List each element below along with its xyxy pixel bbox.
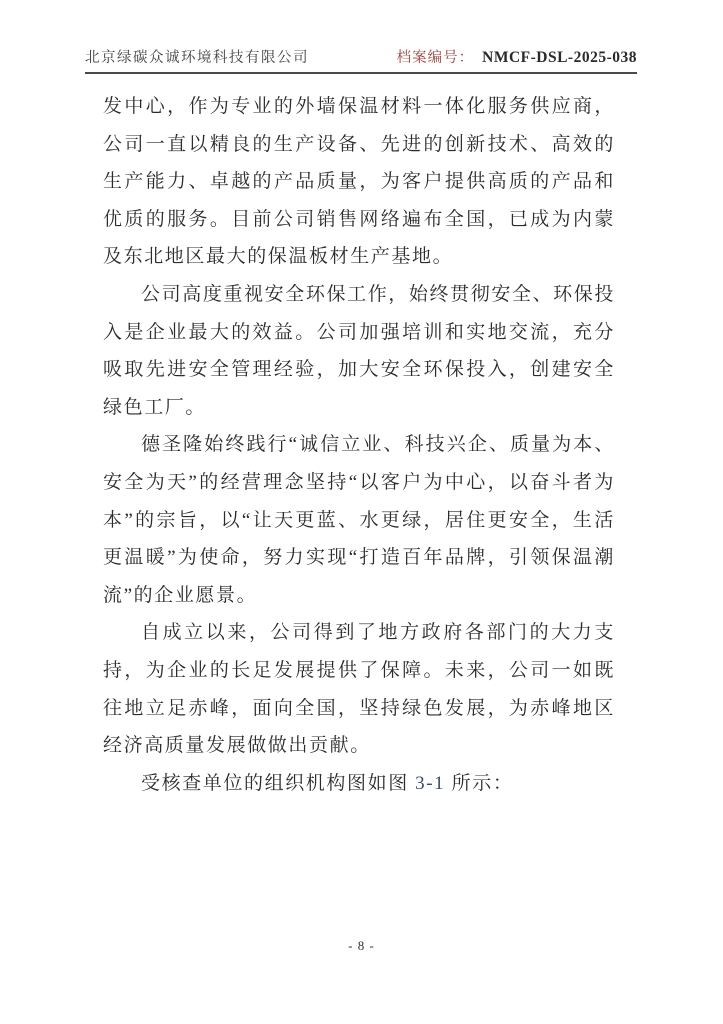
paragraph-company-intro: 发中心，作为专业的外墙保温材料一体化服务供应商，公司一直以精良的生产设备、先进的创新技术、高效的生产能力、卓越的产品质量，为客户提供高质的产品和优质的服务。目前公司销售网络遍布全国，已成为内蒙及东北地区最大的保温板材生产基地。 bbox=[103, 96, 615, 268]
page-number: - 8 - bbox=[348, 938, 375, 953]
figure-ref-suffix: 所示： bbox=[445, 772, 514, 794]
paragraph-mission-vision: 德圣隆始终践行“诚信立业、科技兴企、质量为本、安全为天”的经营理念坚持“以客户为中心，以奋斗者为本”的宗旨，以“让天更蓝、水更绿，居住更安全，生活更温暖”为使命，努力实现“打造百年品牌，引领保温潮流”的企业愿景。 bbox=[103, 434, 615, 606]
page-footer bbox=[0, 938, 723, 954]
doc-number-label: 档案编号： bbox=[396, 50, 475, 66]
page-header bbox=[85, 46, 637, 74]
paragraph-figure-reference bbox=[103, 765, 615, 803]
header-doc-number bbox=[397, 46, 637, 67]
doc-number-value: NMCF-DSL-2025-038 bbox=[482, 49, 637, 66]
header-company-name: 北京绿碳众诚环境科技有限公司 bbox=[85, 50, 309, 66]
figure-ref-link[interactable]: 3-1 bbox=[415, 772, 446, 794]
figure-ref-prefix: 受核查单位的组织机构图如图 bbox=[141, 772, 416, 794]
document-body bbox=[103, 88, 615, 802]
paragraph-future-outlook: 自成立以来，公司得到了地方政府各部门的大力支持，为企业的长足发展提供了保障。未来，公司一如既往地立足赤峰，面向全国，坚持绿色发展，为赤峰地区经济高质量发展做做出贡献。 bbox=[103, 622, 615, 757]
paragraph-safety-environment: 公司高度重视安全环保工作，始终贯彻安全、环保投入是企业最大的效益。公司加强培训和实地交流，充分吸取先进安全管理经验，加大安全环保投入，创建安全绿色工厂。 bbox=[103, 283, 615, 418]
